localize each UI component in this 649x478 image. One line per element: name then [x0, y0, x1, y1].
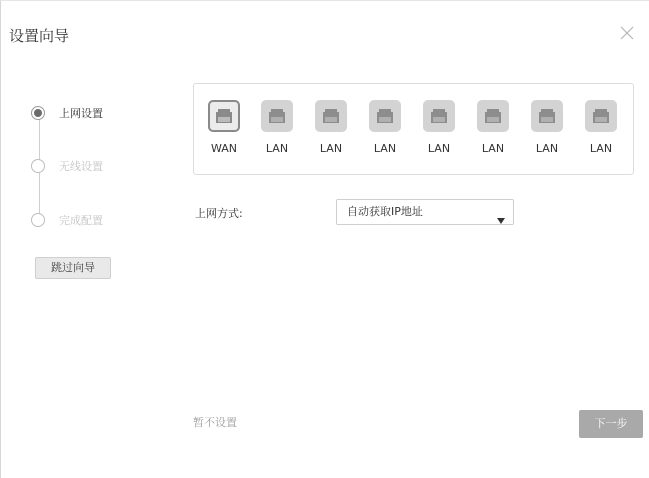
step-internet-settings: [31, 104, 103, 122]
port-label: LAN: [427, 142, 451, 155]
dialog-title: 设置向导: [9, 27, 70, 45]
port-label: LAN: [481, 142, 505, 155]
ethernet-port-icon: [423, 100, 455, 132]
ethernet-port-icon: [261, 100, 293, 132]
port-label: LAN: [319, 142, 343, 155]
dropdown-arrow-icon: [497, 209, 505, 233]
step-complete-config: [31, 211, 103, 229]
port-status-panel: [193, 83, 634, 175]
port-lan: [257, 100, 297, 155]
port-label: WAN: [210, 142, 238, 155]
port-lan: [311, 100, 351, 155]
port-lan: [419, 100, 459, 155]
ethernet-port-icon: [531, 100, 563, 132]
radio-empty-icon: [31, 159, 45, 173]
connection-mode-label: 上网方式:: [195, 207, 243, 220]
ethernet-port-icon: [585, 100, 617, 132]
port-lan: [473, 100, 513, 155]
port-label: LAN: [373, 142, 397, 155]
step-label: 上网设置: [59, 107, 103, 120]
close-icon[interactable]: [619, 25, 635, 41]
step-label: 无线设置: [59, 160, 103, 173]
step-wireless-settings: [31, 157, 103, 175]
connection-mode-value: 自动获取IP地址: [347, 205, 423, 218]
skip-setting-link[interactable]: 暂不设置: [193, 416, 237, 429]
ethernet-port-icon: [477, 100, 509, 132]
port-label: LAN: [589, 142, 613, 155]
port-wan: [204, 100, 244, 155]
connection-mode-select[interactable]: [336, 199, 514, 225]
ethernet-port-icon: [208, 100, 240, 132]
port-lan: [581, 100, 621, 155]
port-lan: [365, 100, 405, 155]
radio-selected-icon: [31, 106, 45, 120]
port-label: LAN: [265, 142, 289, 155]
port-lan: [527, 100, 567, 155]
ethernet-port-icon: [369, 100, 401, 132]
skip-wizard-button[interactable]: 跳过向导: [35, 257, 111, 279]
ethernet-port-icon: [315, 100, 347, 132]
wizard-stepper: [31, 101, 131, 231]
next-step-button[interactable]: 下一步: [579, 410, 643, 438]
step-label: 完成配置: [59, 214, 103, 227]
radio-empty-icon: [31, 213, 45, 227]
port-label: LAN: [535, 142, 559, 155]
